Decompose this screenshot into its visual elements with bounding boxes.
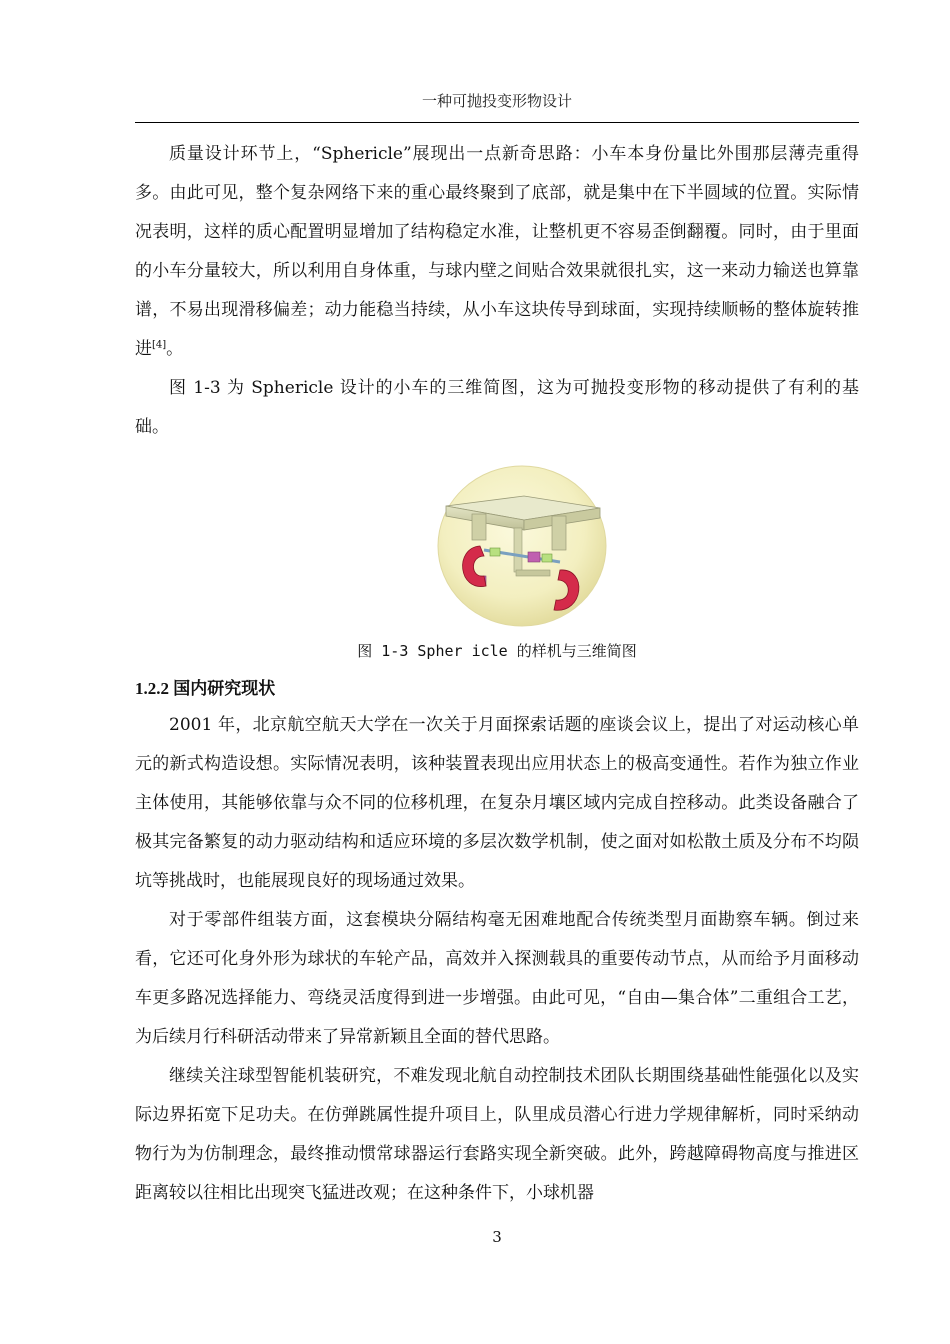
- paragraph-sphericle-mass: [135, 135, 859, 369]
- paragraph-figure-intro: 图 1-3 为 Sphericle 设计的小车的三维简图，这为可抛投变形物的移动提供了有利的基础。: [135, 378, 859, 437]
- running-header: 一种可抛投变形物设计: [421, 92, 572, 110]
- paragraph-assembly: 对于零部件组装方面，这套模块分隔结构毫无困难地配合传统类型月面勘察车辆。倒过来看，它还可化身外形为球状的车轮产品，高效并入探测载具的重要传动节点，从而给予月面移动车更多路况选择能力、弯绕灵活度得到进一步增强。由此可见，“自由—集合体”二重组合工艺，为后续月行科研活动带来了异常新颖且全面的替代思路。: [135, 910, 859, 1047]
- sphericle-diagram: [432, 458, 612, 630]
- citation-ref: [4]: [152, 339, 167, 351]
- page-number: 3: [492, 1228, 502, 1246]
- paragraph-spherical-research: 继续关注球型智能机装研究，不难发现北航自动控制技术团队长期围绕基础性能强化以及实际边界拓宽下足功夫。在仿弹跳属性提升项目上，队里成员潜心行进力学规律解析，同时采纳动物行为为仿制理念，最终推动惯常球器运行套路实现全新突破。此外，跨越障碍物高度与推进区距离较以往相比出现突飞猛进改观；在这种条件下，小球机器: [135, 1066, 859, 1203]
- body-block-bottom: [135, 706, 859, 1213]
- body-block-top: [135, 135, 859, 447]
- paragraph-beihang-2001: 2001 年，北京航空航天大学在一次关于月面探索话题的座谈会议上，提出了对运动核心单元的新式构造设想。实际情况表明，该种装置表现出应用状态上的极高变通性。若作为独立作业主体使用，其能够依靠与众不同的位移机理，在复杂月壤区域内完成自控移动。此类设备融合了极其完备繁复的动力驱动结构和适应环境的多层次数学机制，使之面对如松散土质及分布不均陨坑等挑战时，也能展现良好的现场通过效果。: [135, 715, 859, 891]
- figure-caption: 图 1-3 Spher icle 的样机与三维简图: [357, 642, 637, 660]
- section-heading: 1.2.2 国内研究现状: [135, 679, 276, 698]
- figure-sphericle-3d: [432, 458, 612, 630]
- paragraph-text: 质量设计环节上，“Sphericle”展现出一点新奇思路：小车本身份量比外围那层薄壳重得多。由此可见，整个复杂网络下来的重心最终聚到了底部，就是集中在下半圆域的位置。实际情况表明，这样的质心配置明显增加了结构稳定水准，让整机更不容易歪倒翻覆。同时，由于里面的小车分量较大，所以利用自身体重，与球内壁之间贴合效果就很扎实，这一来动力输送也算靠谱，不易出现滑移偏差；动力能稳当持续，从小车这块传导到球面，实现持续顺畅的整体旋转推进: [135, 144, 859, 359]
- header-rule: [135, 122, 859, 123]
- paragraph-tail: 。: [166, 339, 184, 359]
